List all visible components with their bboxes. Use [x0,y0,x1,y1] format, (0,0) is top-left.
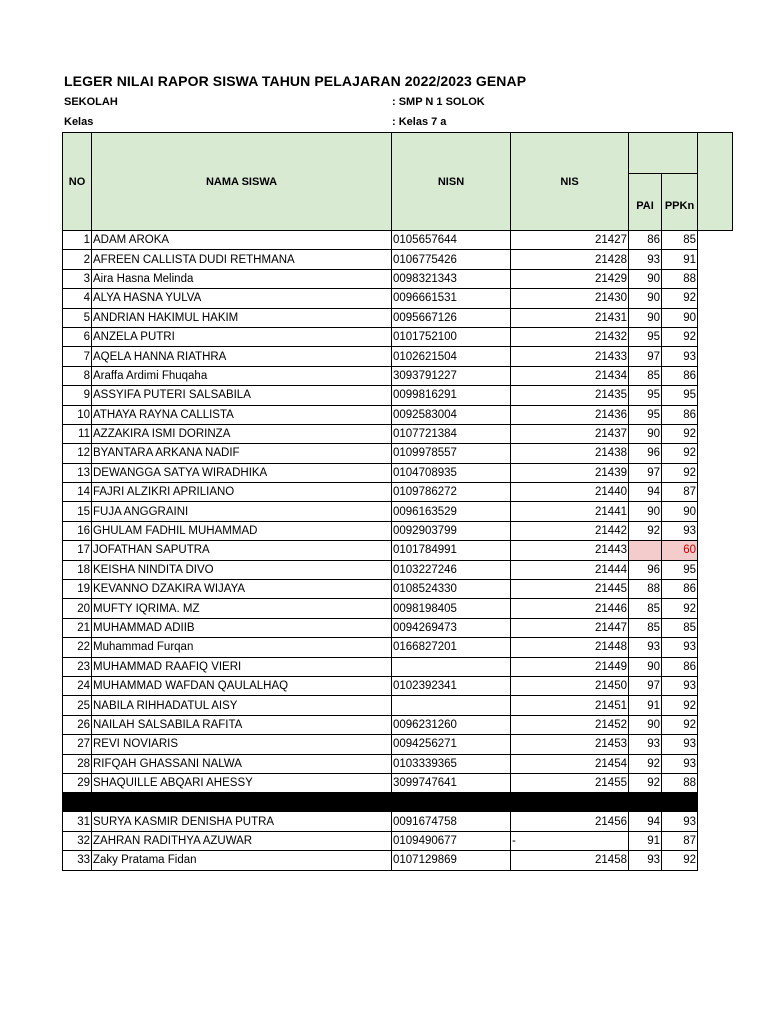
empty-cell [698,521,733,540]
grade-pai: 92 [629,773,662,792]
student-nisn: 0108524330 [392,580,511,599]
student-nis: 21431 [511,308,629,327]
grade-ppkn: 92 [662,715,698,734]
student-row [63,231,733,250]
student-row [63,773,733,792]
empty-cell [698,599,733,618]
student-row [63,483,733,502]
student-name: FAJRI ALZIKRI APRILIANO [92,483,392,502]
student-no: 28 [63,754,92,773]
student-row [63,831,733,850]
student-nisn: 0105657644 [392,231,511,250]
empty-cell [698,327,733,346]
grade-ppkn: 93 [662,676,698,695]
student-row [63,676,733,695]
student-row [63,638,733,657]
student-nisn: 0106775426 [392,250,511,269]
grade-ppkn: 86 [662,405,698,424]
grade-ppkn: 95 [662,560,698,579]
empty-cell [698,231,733,250]
student-no: 31 [63,812,92,831]
grade-pai: 88 [629,580,662,599]
student-name: Muhammad Furqan [92,638,392,657]
student-no: 7 [63,347,92,366]
empty-cell [698,269,733,288]
student-nisn: 0109490677 [392,831,511,850]
student-name: JOFATHAN SAPUTRA [92,541,392,560]
student-no: 2 [63,250,92,269]
grade-ppkn: 92 [662,696,698,715]
student-nisn: 0104708935 [392,463,511,482]
empty-cell [698,424,733,443]
student-nisn: 0092583004 [392,405,511,424]
col-header-pai: PAI [629,174,662,231]
student-row [63,463,733,482]
student-nisn: 0092903799 [392,521,511,540]
student-nis: 21428 [511,250,629,269]
empty-cell [698,444,733,463]
student-row [63,696,733,715]
student-nisn: 0109978557 [392,444,511,463]
grade-pai: 93 [629,735,662,754]
grade-ppkn: 60 [662,541,698,560]
grade-pai: 92 [629,521,662,540]
student-name: MUFTY IQRIMA. MZ [92,599,392,618]
grade-ppkn: 92 [662,327,698,346]
student-no: 19 [63,580,92,599]
col-header-nisn: NISN [392,133,511,231]
student-name: Aira Hasna Melinda [92,269,392,288]
student-nisn: 0101784991 [392,541,511,560]
grade-pai: 93 [629,250,662,269]
student-nisn: 0107721384 [392,424,511,443]
empty-cell [698,754,733,773]
grades-table [62,132,733,871]
grade-pai: 97 [629,347,662,366]
col-header-name: NAMA SISWA [92,133,392,231]
grade-ppkn: 92 [662,289,698,308]
student-row [63,618,733,637]
student-name: FUJA ANGGRAINI [92,502,392,521]
grade-ppkn: 92 [662,463,698,482]
student-nis: 21439 [511,463,629,482]
grade-ppkn: 95 [662,386,698,405]
student-nisn: 0103227246 [392,560,511,579]
student-nisn: 0094256271 [392,735,511,754]
grade-pai: 95 [629,327,662,346]
grade-ppkn: 93 [662,812,698,831]
grade-pai: 93 [629,851,662,870]
empty-cell [698,386,733,405]
student-nisn: 0096661531 [392,289,511,308]
student-name: Araffa Ardimi Fhuqaha [92,366,392,385]
student-name: RIFQAH GHASSANI NALWA [92,754,392,773]
grade-ppkn: 86 [662,366,698,385]
empty-cell [698,289,733,308]
student-name: GHULAM FADHIL MUHAMMAD [92,521,392,540]
grade-ppkn: 90 [662,502,698,521]
student-nis: 21436 [511,405,629,424]
grade-pai: 90 [629,308,662,327]
student-name: NABILA RIHHADATUL AISY [92,696,392,715]
grade-pai: 95 [629,386,662,405]
student-name: KEISHA NINDITA DIVO [92,560,392,579]
student-row [63,521,733,540]
student-nisn: 0102621504 [392,347,511,366]
empty-cell [698,560,733,579]
student-row [63,599,733,618]
student-name: ASSYIFA PUTERI SALSABILA [92,386,392,405]
student-nis: 21447 [511,618,629,637]
student-row [63,289,733,308]
student-nis: 21448 [511,638,629,657]
grade-pai: 90 [629,289,662,308]
grade-pai: 90 [629,715,662,734]
student-nisn: 0102392341 [392,676,511,695]
col-header-extra [698,133,733,231]
student-nis: 21455 [511,773,629,792]
student-nisn: 0101752100 [392,327,511,346]
student-nisn: 0091674758 [392,812,511,831]
student-nis: 21441 [511,502,629,521]
empty-cell [698,405,733,424]
student-name: ALYA HASNA YULVA [92,289,392,308]
student-no: 17 [63,541,92,560]
col-header-nis: NIS [511,133,629,231]
empty-cell [698,657,733,676]
empty-cell [698,250,733,269]
col-header-subject-group [629,133,698,174]
student-nis: 21438 [511,444,629,463]
student-nisn: 0107129869 [392,851,511,870]
student-no: 12 [63,444,92,463]
grade-ppkn: 93 [662,735,698,754]
student-name: ATHAYA RAYNA CALLISTA [92,405,392,424]
student-nis: 21442 [511,521,629,540]
student-nisn: 0098321343 [392,269,511,288]
grade-pai: 96 [629,560,662,579]
school-label: SEKOLAH [64,96,118,108]
student-name: MUHAMMAD WAFDAN QAULALHAQ [92,676,392,695]
student-row [63,347,733,366]
grade-pai: 90 [629,424,662,443]
grade-ppkn: 92 [662,444,698,463]
student-row [63,308,733,327]
grade-ppkn: 93 [662,638,698,657]
student-name: MUHAMMAD ADIIB [92,618,392,637]
grade-pai: 96 [629,444,662,463]
grade-ppkn: 93 [662,521,698,540]
grade-ppkn: 85 [662,231,698,250]
student-name: BYANTARA ARKANA NADIF [92,444,392,463]
empty-cell [698,347,733,366]
student-nis: - [511,831,629,850]
student-name: DEWANGGA SATYA WIRADHIKA [92,463,392,482]
empty-cell [698,638,733,657]
student-row [63,405,733,424]
student-row [63,735,733,754]
student-row [63,502,733,521]
student-no: 9 [63,386,92,405]
student-name: ANDRIAN HAKIMUL HAKIM [92,308,392,327]
empty-cell [698,851,733,870]
student-name: AQELA HANNA RIATHRA [92,347,392,366]
empty-cell [698,502,733,521]
student-nis: 21427 [511,231,629,250]
student-nis: 21456 [511,812,629,831]
student-no: 22 [63,638,92,657]
student-name: SHAQUILLE ABQARI AHESSY [92,773,392,792]
grade-ppkn: 86 [662,657,698,676]
grade-ppkn: 92 [662,424,698,443]
student-no: 32 [63,831,92,850]
student-name: MUHAMMAD RAAFIQ VIERI [92,657,392,676]
student-nisn: 0103339365 [392,754,511,773]
empty-cell [698,366,733,385]
student-nisn: 0095667126 [392,308,511,327]
student-no: 3 [63,269,92,288]
student-nisn: 0166827201 [392,638,511,657]
student-no: 21 [63,618,92,637]
student-no: 26 [63,715,92,734]
grade-pai: 94 [629,812,662,831]
student-nisn: 0096163529 [392,502,511,521]
student-no: 24 [63,676,92,695]
empty-cell [698,580,733,599]
student-no: 1 [63,231,92,250]
student-nisn: 0109786272 [392,483,511,502]
student-row [63,580,733,599]
empty-cell [698,831,733,850]
student-row [63,657,733,676]
student-row [63,250,733,269]
grade-pai: 90 [629,657,662,676]
student-nis: 21440 [511,483,629,502]
student-row [63,444,733,463]
student-row [63,269,733,288]
student-nis: 21453 [511,735,629,754]
empty-cell [698,735,733,754]
class-value: : Kelas 7 a [392,116,447,128]
student-nisn: 0099816291 [392,386,511,405]
empty-cell [698,308,733,327]
student-name: NAILAH SALSABILA RAFITA [92,715,392,734]
col-header-no: NO [63,133,92,231]
empty-cell [698,541,733,560]
student-nis: 21430 [511,289,629,308]
student-name: ANZELA PUTRI [92,327,392,346]
student-no: 11 [63,424,92,443]
grade-pai: 91 [629,696,662,715]
student-row [63,754,733,773]
student-nis: 21445 [511,580,629,599]
grade-ppkn: 91 [662,250,698,269]
student-row [63,715,733,734]
grade-pai: 95 [629,405,662,424]
grade-ppkn: 90 [662,308,698,327]
grade-pai: 97 [629,676,662,695]
student-row [63,386,733,405]
student-nis: 21437 [511,424,629,443]
student-nisn: 0094269473 [392,618,511,637]
student-name: REVI NOVIARIS [92,735,392,754]
grade-ppkn: 93 [662,754,698,773]
school-value: : SMP N 1 SOLOK [392,96,485,108]
empty-cell [698,463,733,482]
grade-pai: 86 [629,231,662,250]
student-row [63,327,733,346]
student-row [63,560,733,579]
empty-cell [698,483,733,502]
grade-ppkn: 87 [662,831,698,850]
grade-pai: 90 [629,502,662,521]
grade-ppkn: 85 [662,618,698,637]
grade-pai: 92 [629,754,662,773]
student-nis: 21451 [511,696,629,715]
student-no: 18 [63,560,92,579]
student-no: 10 [63,405,92,424]
student-nis: 21450 [511,676,629,695]
student-name: ZAHRAN RADITHYA AZUWAR [92,831,392,850]
grade-ppkn: 88 [662,773,698,792]
student-nisn: 3099747641 [392,773,511,792]
student-no: 15 [63,502,92,521]
student-name: AZZAKIRA ISMI DORINZA [92,424,392,443]
grade-ppkn: 92 [662,599,698,618]
student-nis: 21443 [511,541,629,560]
grade-pai: 85 [629,599,662,618]
student-nis: 21458 [511,851,629,870]
student-no: 13 [63,463,92,482]
student-no: 5 [63,308,92,327]
student-no: 8 [63,366,92,385]
student-nis: 21452 [511,715,629,734]
student-name: SURYA KASMIR DENISHA PUTRA [92,812,392,831]
empty-cell [698,676,733,695]
student-no: 33 [63,851,92,870]
grade-pai: 93 [629,638,662,657]
student-nis: 21444 [511,560,629,579]
student-nisn [392,696,511,715]
class-label: Kelas [64,116,94,128]
student-nisn: 3093791227 [392,366,511,385]
student-no: 23 [63,657,92,676]
student-no: 6 [63,327,92,346]
grade-pai: 91 [629,831,662,850]
student-nis: 21432 [511,327,629,346]
grade-ppkn: 92 [662,851,698,870]
student-row [63,366,733,385]
student-nisn: 0096231260 [392,715,511,734]
grade-pai: 94 [629,483,662,502]
grade-ppkn: 87 [662,483,698,502]
student-nisn: 0098198405 [392,599,511,618]
student-row [63,541,733,560]
empty-cell [698,715,733,734]
col-header-ppkn: PPKn [662,174,698,231]
grade-ppkn: 93 [662,347,698,366]
grade-pai: 85 [629,366,662,385]
student-no: 14 [63,483,92,502]
grade-ppkn: 88 [662,269,698,288]
student-nis: 21446 [511,599,629,618]
student-name: AFREEN CALLISTA DUDI RETHMANA [92,250,392,269]
student-name: ADAM AROKA [92,231,392,250]
student-nis: 21435 [511,386,629,405]
student-name: Zaky Pratama Fidan [92,851,392,870]
page-title: LEGER NILAI RAPOR SISWA TAHUN PELAJARAN 2022/2023 GENAP [64,73,527,89]
grade-pai: 90 [629,269,662,288]
student-nis: 21434 [511,366,629,385]
grade-pai: 85 [629,618,662,637]
student-row [63,851,733,870]
student-row [63,424,733,443]
grade-pai: 97 [629,463,662,482]
student-no: 29 [63,773,92,792]
student-no: 16 [63,521,92,540]
student-nis: 21433 [511,347,629,366]
student-no: 27 [63,735,92,754]
student-row [63,812,733,831]
student-no: 25 [63,696,92,715]
grade-ppkn: 86 [662,580,698,599]
student-name: KEVANNO DZAKIRA WIJAYA [92,580,392,599]
blacked-out-row [63,793,733,812]
student-nis: 21449 [511,657,629,676]
empty-cell [698,618,733,637]
grade-pai [629,541,662,560]
student-no: 4 [63,289,92,308]
empty-cell [698,773,733,792]
empty-cell [698,812,733,831]
student-nis: 21429 [511,269,629,288]
student-nis: 21454 [511,754,629,773]
student-nisn [392,657,511,676]
empty-cell [698,696,733,715]
student-no: 20 [63,599,92,618]
